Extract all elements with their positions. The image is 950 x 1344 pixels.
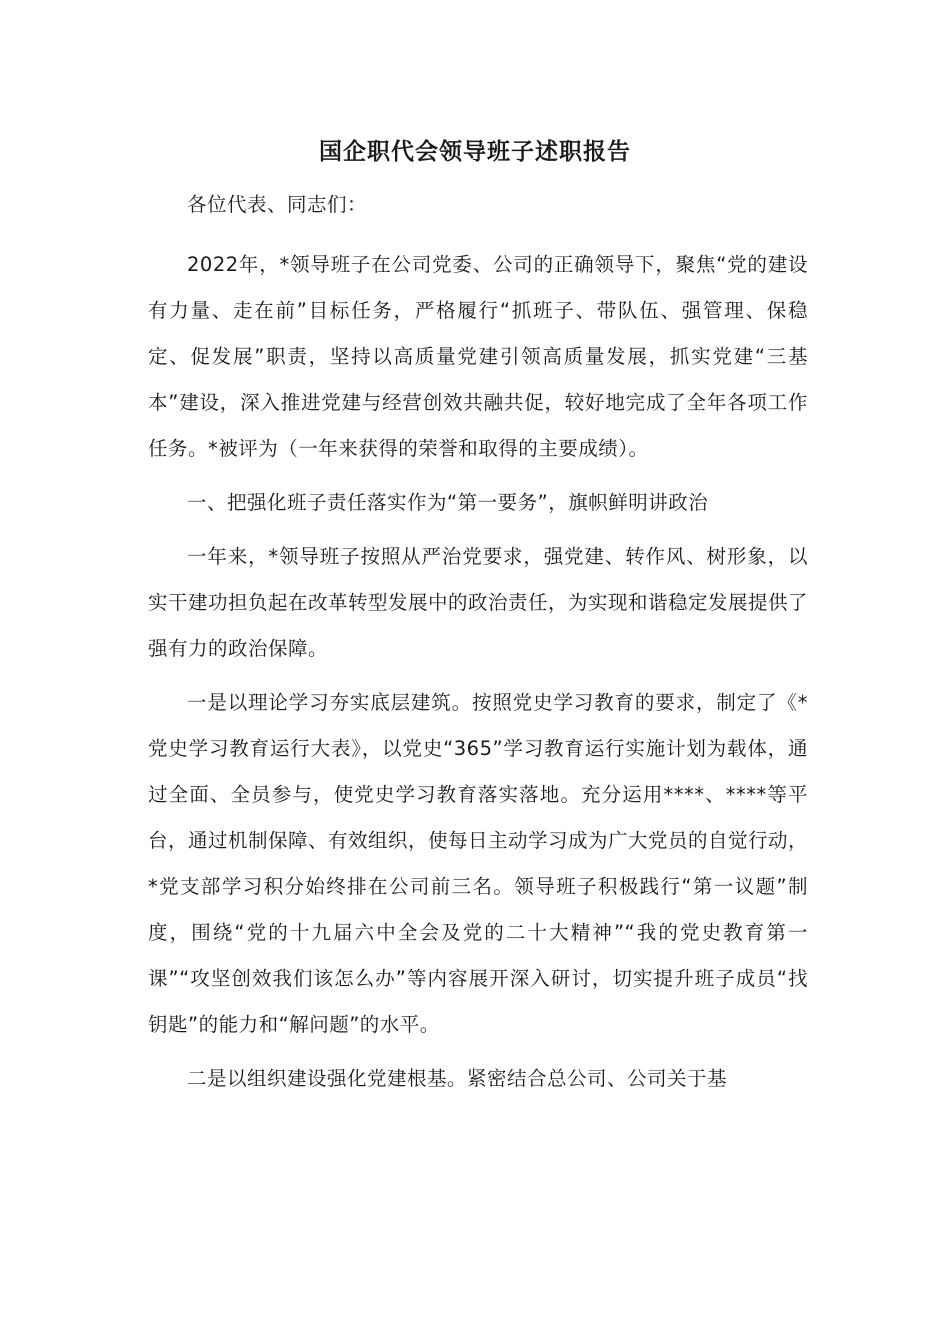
section-heading-1: 一、把强化班子责任落实作为“第一要务”，旗帜鲜明讲政治 <box>187 491 709 514</box>
paragraph-theory-study: 一是以理论学习夯实底层建筑。按照党史学习教育的要求，制定了《*党史学习教育运行大表》，以党史“365”学习教育运行实施计划为载体，通过全面、全员参与，使党史学习教育落实落地。充分运用****、****等平台，通过机制保障、有效组织，使每日主动学习成为广大党员的自觉行动，*党支部学习积分始终排在公司前三名。领导班子积极践行“第一议题”制度，围绕“党的十九届六中全会及党的二十大精神”“我的党史教育第一课”“攻坚创效我们该怎么办”等内容展开深入研讨，切实提升班子成员“找钥匙”的能力和“解问题”的水平。 <box>148 691 809 1036</box>
paragraph-organization: 二是以组织建设强化党建根基。紧密结合总公司、公司关于基 <box>187 1067 728 1090</box>
document-body <box>148 182 808 1110</box>
salutation: 各位代表、同志们： <box>187 193 368 216</box>
paragraph-section-1: 一年来，*领导班子按照从严治党要求，强党建、转作风、树形象，以实干建功担负起在改革转型发展中的政治责任，为实现和谐稳定发展提供了强有力的政治保障。 <box>148 545 809 660</box>
document-title: 国企职代会领导班子述职报告 <box>319 139 631 165</box>
paragraph-intro: 2022年，*领导班子在公司党委、公司的正确领导下，聚焦“党的建设有力量、走在前”目标任务，严格履行“抓班子、带队伍、强管理、保稳定、促发展”职责，坚持以高质量党建引领高质量发展，抓实党建“三基本”建设，深入推进党建与经营创效共融共促，较好地完成了全年各项工作任务。*被评为（一年来获得的荣誉和取得的主要成绩）。 <box>148 253 808 460</box>
